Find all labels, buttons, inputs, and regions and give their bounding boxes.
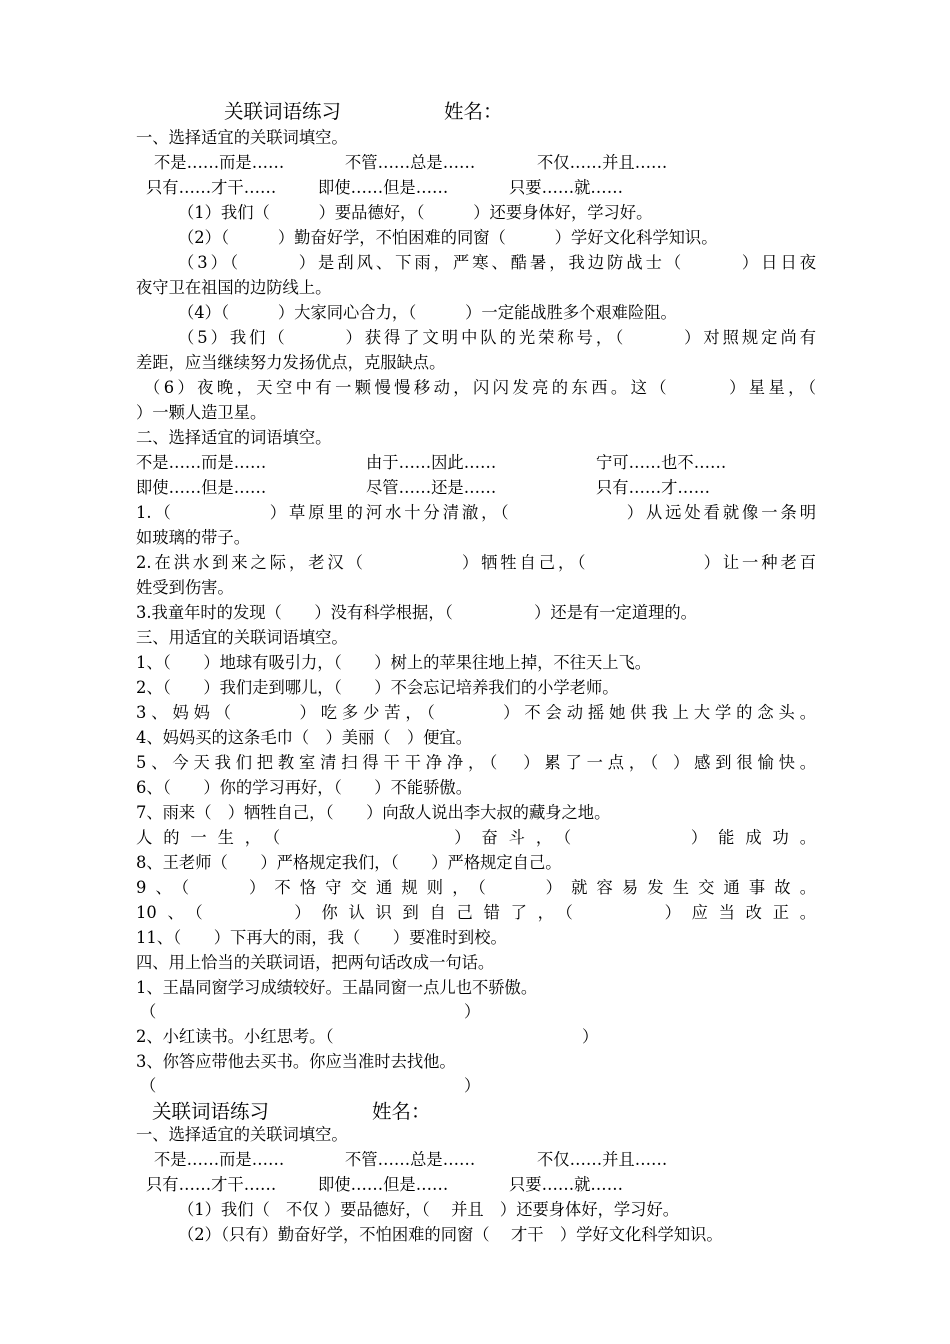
worksheet-title: 关联词语练习 (224, 100, 342, 123)
question-text: 3、你答应带他去买书。你应当准时去找他。 (136, 1052, 456, 1071)
answer-paren-row (136, 1073, 816, 1098)
word-options-row (136, 150, 816, 175)
question-text: 11、（ ）下再大的雨，我（ ）要准时到校。 (136, 928, 507, 947)
question-text: 5、今天我们把教室清扫得干干净净，（ ）累了一点，（ ）感到很愉快。 (136, 753, 816, 772)
paren-open: （ (140, 1002, 157, 1021)
section-2-heading: 二、选择适宜的词语填空。 (136, 428, 332, 447)
worksheet-title-row (136, 97, 816, 127)
word-option: 不是……而是…… (154, 153, 285, 172)
word-option: 不管……总是…… (345, 153, 476, 172)
word-options-row (136, 450, 816, 475)
question-text: （2）（ ）勤奋好学，不怕困难的同窗（ ）学好文化科学知识。 (178, 228, 718, 247)
question-text: 3.我童年时的发现（ ）没有科学根据，（ ）还是有一定道理的。 (136, 603, 697, 622)
word-option: 即使……但是…… (136, 478, 267, 497)
question-text: 10、（ ）你认识到自己错了，（ ）应当改正。 (136, 903, 816, 922)
paren-close: ） (582, 1027, 599, 1046)
answer-key-title: 关联词语练习 (152, 1100, 270, 1123)
word-option: 宁可……也不…… (596, 453, 727, 472)
question-text: 6、（ ）你的学习再好，（ ）不能骄傲。 (136, 778, 472, 797)
word-option: 只有……才干…… (146, 178, 277, 197)
question-text: （1）我们（ ）要品德好，（ ）还要身体好，学习好。 (178, 203, 653, 222)
section-4-heading: 四、用上恰当的关联词语，把两句话改成一句话。 (136, 953, 495, 972)
name-label: 姓名： (444, 100, 503, 123)
word-option: 即使……但是…… (318, 1175, 449, 1194)
answer-text: （2）（只有）勤奋好学，不怕困难的同窗（ 才干 ）学好文化科学知识。 (178, 1225, 723, 1244)
question-text: 1、（ ）地球有吸引力，（ ）树上的苹果往地上掉，不往天上飞。 (136, 653, 652, 672)
word-options-row (136, 1147, 816, 1172)
section-3-heading: 三、用适宜的关联词语填空。 (136, 628, 348, 647)
question-text: 2、（ ）我们走到哪儿，（ ）不会忘记培养我们的小学老师。 (136, 678, 619, 697)
paren-open: （ (140, 1076, 157, 1095)
question-text: 3、妈妈（ ）吃多少苦，（ ）不会动摇她供我上大学的念头。 (136, 703, 816, 722)
question-text: （4）（ ）大家同心合力，（ ）一定能战胜多个艰难险阻。 (178, 303, 677, 322)
word-option: 不仅……并且…… (537, 153, 668, 172)
answer-key-heading: 一、选择适宜的关联词填空。 (136, 1125, 348, 1144)
question-text: 2.在洪水到来之际，老汉（ ）牺牲自己，（ ）让一种老百 (136, 553, 816, 572)
question-text: 1.（ ）草原里的河水十分清澈，（ ）从远处看就像一条明 (136, 503, 816, 522)
answer-text: （1）我们（ 不仅 ）要品德好，（ 并且 ）还要身体好，学习好。 (178, 1200, 680, 1219)
paren-close: ） (464, 1002, 481, 1021)
paren-close: ） (464, 1076, 481, 1095)
question-text: ）一颗人造卫星。 (136, 403, 267, 422)
name-label: 姓名： (372, 1100, 431, 1123)
question-text: 人的一生，（ ）奋斗，（ ）能成功。 (136, 828, 816, 847)
question-text: （6）夜晚，天空中有一颗慢慢移动，闪闪发亮的东西。这（ ）星星，（ (144, 378, 816, 397)
word-option: 不仅……并且…… (537, 1150, 668, 1169)
question-text: 8、王老师（ ）严格规定我们，（ ）严格规定自己。 (136, 853, 562, 872)
word-option: 不是……而是…… (154, 1150, 285, 1169)
answer-paren-row (136, 999, 816, 1024)
question-text: 差距，应当继续努力发扬优点，克服缺点。 (136, 353, 446, 372)
question-text: 如玻璃的带子。 (136, 528, 250, 547)
word-option: 只要……就…… (509, 1175, 623, 1194)
word-options-row (136, 175, 816, 200)
word-options-row (136, 1172, 816, 1197)
section-1-heading: 一、选择适宜的关联词填空。 (136, 128, 348, 147)
question-text: 9、（ ）不恪守交通规则，（ ）就容易发生交通事故。 (136, 878, 816, 897)
word-option: 由于……因此…… (366, 453, 497, 472)
word-option: 只有……才…… (596, 478, 710, 497)
word-option: 不管……总是…… (345, 1150, 476, 1169)
question-text: （3）（ ）是刮风、下雨，严寒、酷暑，我边防战士（ ）日日夜 (178, 253, 816, 272)
question-text: 4、妈妈买的这条毛巾（ ）美丽（ ）便宜。 (136, 728, 472, 747)
question-text: （5）我们（ ）获得了文明中队的光荣称号，（ ）对照规定尚有 (178, 328, 816, 347)
answer-paren-row (136, 1024, 816, 1049)
question-text: 2、小红读书。小红思考。（ (136, 1027, 334, 1046)
question-text: 姓受到伤害。 (136, 578, 234, 597)
word-option: 只有……才干…… (146, 1175, 277, 1194)
word-option: 即使……但是…… (318, 178, 449, 197)
word-option: 尽管……还是…… (366, 478, 497, 497)
question-text: 夜守卫在祖国的边防线上。 (136, 278, 332, 297)
question-text: 1、王晶同窗学习成绩较好。王晶同窗一点儿也不骄傲。 (136, 978, 538, 997)
word-options-row (136, 475, 816, 500)
word-option: 只要……就…… (509, 178, 623, 197)
question-text: 7、雨来（ ）牺牲自己，（ ）向敌人说出李大叔的藏身之地。 (136, 803, 611, 822)
word-option: 不是……而是…… (136, 453, 267, 472)
